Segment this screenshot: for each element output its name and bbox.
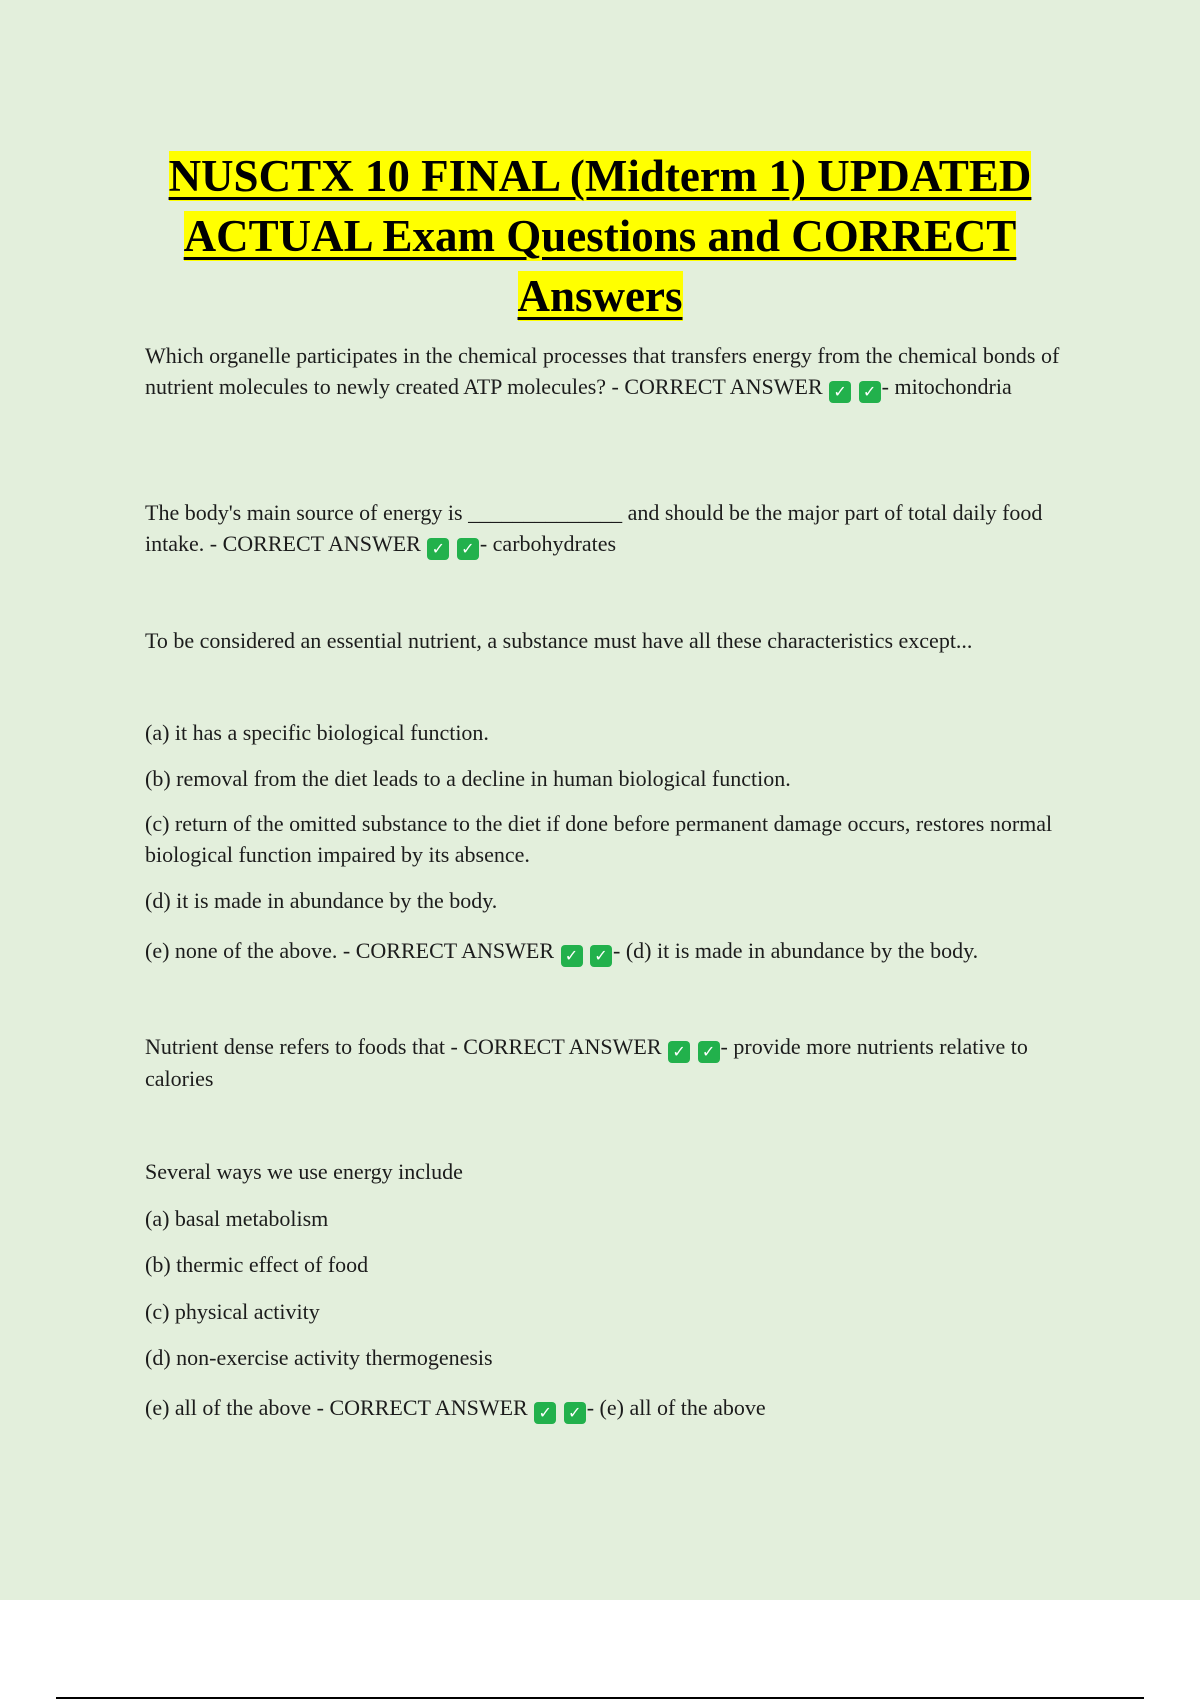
check-box-icon: ✓ — [564, 1402, 586, 1424]
title-line-2: ACTUAL Exam Questions and CORRECT — [183, 211, 1017, 261]
answer-tag: CORRECT ANSWER — [463, 1034, 662, 1059]
answer-text: carbohydrates — [492, 531, 617, 556]
question-2: The body's main source of energy is ______________ and should be the major part of total daily food intake. - CORRECT ANSWER ✓ ✓ - carbohydrates — [145, 500, 1043, 558]
option-d: (d) non-exercise activity thermogenesis — [145, 1345, 493, 1370]
answer-tag: CORRECT ANSWER — [355, 938, 554, 963]
option-c: (c) return of the omitted substance to the diet if done before permanent damage occurs, restores normal biological function impaired by its absence. — [145, 811, 1053, 867]
option-a: (a) it has a specific biological function. — [145, 720, 489, 745]
check-box-icon: ✓ — [859, 381, 881, 403]
answer-text: mitochondria — [894, 374, 1012, 399]
option-c: (c) physical activity — [145, 1299, 320, 1324]
check-box-icon: ✓ — [534, 1402, 556, 1424]
title-line-3: Answers — [517, 271, 683, 321]
option-a: (a) basal metabolism — [145, 1206, 329, 1231]
option-b: (b) thermic effect of food — [145, 1252, 369, 1277]
question-4: Nutrient dense refers to foods that - CORRECT ANSWER ✓ ✓ - provide more nutrients relative to calories — [145, 1034, 1028, 1091]
check-box-icon: ✓ — [698, 1041, 720, 1063]
option-b: (b) removal from the diet leads to a decline in human biological function. — [145, 766, 791, 791]
option-e: (e) none of the above. - CORRECT ANSWER ✓ ✓ - (d) it is made in abundance by the body. — [145, 938, 979, 965]
check-box-icon: ✓ — [427, 538, 449, 560]
question-1: Which organelle participates in the chemical processes that transfers energy from the chemical bonds of nutrient molecules to newly created ATP molecules? - CORRECT ANSWER ✓ ✓ - mitochondria — [145, 343, 1060, 401]
question-text: Which organelle participates in the chemical processes that transfers energy from the chemical bonds of nutrient molecules to newly created ATP molecules? - — [145, 343, 1060, 399]
answer-tag: CORRECT ANSWER — [222, 531, 421, 556]
option-e: (e) all of the above - CORRECT ANSWER ✓ ✓ - (e) all of the above — [145, 1395, 766, 1422]
answer-text: (e) all of the above — [599, 1395, 766, 1420]
answer-text: provide more nutrients relative to calories — [145, 1034, 1028, 1091]
option-d: (d) it is made in abundance by the body. — [145, 888, 498, 913]
document-title — [100, 146, 1100, 326]
check-box-icon: ✓ — [561, 945, 583, 967]
question-text: The body's main source of energy is ______________ and should be the major part of total daily food intake. - — [145, 500, 1043, 556]
question-stem: To be considered an essential nutrient, a substance must have all these characteristics except... — [145, 628, 973, 653]
question-stem: Several ways we use energy include — [145, 1159, 463, 1184]
answer-tag: CORRECT ANSWER — [329, 1395, 528, 1420]
check-box-icon: ✓ — [457, 538, 479, 560]
check-box-icon: ✓ — [829, 381, 851, 403]
check-box-icon: ✓ — [668, 1041, 690, 1063]
answer-text: (d) it is made in abundance by the body. — [625, 938, 979, 963]
title-line-1: NUSCTX 10 FINAL (Midterm 1) UPDATED — [168, 151, 1032, 201]
question-text: Nutrient dense refers to foods that - — [145, 1034, 464, 1059]
answer-tag: CORRECT ANSWER — [624, 374, 823, 399]
footer-divider — [56, 1697, 1144, 1699]
check-box-icon: ✓ — [590, 945, 612, 967]
